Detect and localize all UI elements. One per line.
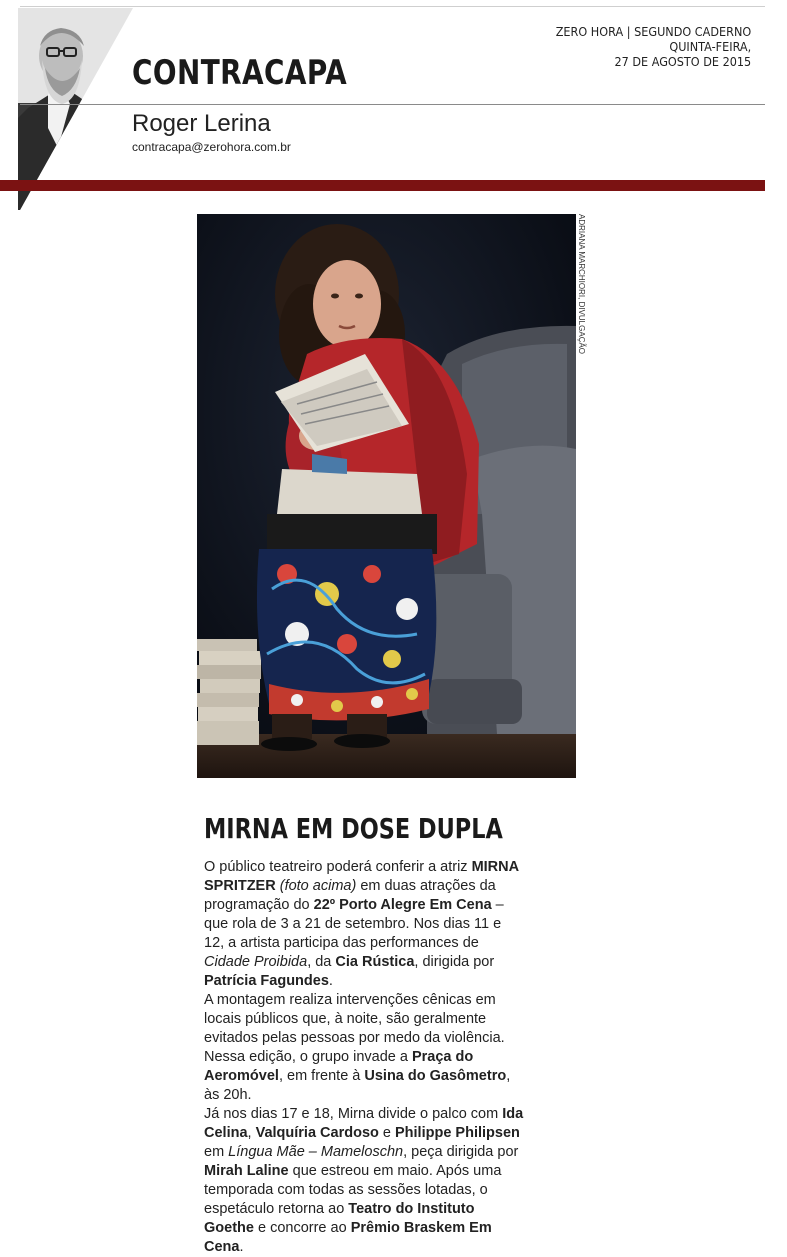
article-text: em duas atrações da programação do: [204, 878, 496, 913]
article-emphasis: Patrícia Fagundes: [204, 973, 329, 989]
article-body: [204, 858, 524, 1257]
top-rule: [20, 6, 765, 7]
masthead-date: 27 DE AGOSTO DE 2015: [614, 54, 751, 69]
article-text: ,: [247, 1125, 256, 1141]
article-emphasis: Philippe Philipsen: [395, 1125, 520, 1141]
article-text: , às 20h.: [204, 1068, 511, 1103]
article-italic: Cidade Proibida: [204, 954, 308, 970]
section-title: CONTRACAPA: [132, 53, 348, 93]
author-email[interactable]: contracapa@zerohora.com.br: [132, 140, 291, 154]
article-italic: Língua Mãe – Mameloschn: [228, 1144, 404, 1160]
article-emphasis: 22º Porto Alegre Em Cena: [313, 897, 492, 913]
article-paragraph: [204, 1105, 524, 1257]
masthead: [556, 24, 751, 69]
article-text: que estreou em maio. Após uma temporada com todas as sessões lotadas, o espetáculo retorna ao: [204, 1163, 502, 1217]
photo-credit: ADRIANA MARCHIORI, DIVULGAÇÃO: [577, 214, 586, 355]
article-text: e concorre ao: [253, 1220, 351, 1236]
article-text: , da: [307, 954, 336, 970]
article-text: .: [239, 1239, 244, 1255]
article-emphasis: Teatro do Instituto Goethe: [204, 1201, 475, 1236]
article-emphasis: Ida Celina: [204, 1106, 524, 1141]
masthead-weekday: QUINTA-FEIRA,: [669, 39, 751, 54]
article-emphasis: Prêmio Braskem Em Cena: [204, 1220, 492, 1255]
article-headline: MIRNA EM DOSE DUPLA: [204, 812, 503, 845]
accent-bar: [0, 180, 765, 191]
article-text: .: [328, 973, 333, 989]
article-text: e: [378, 1125, 395, 1141]
article-text: , em frente à: [278, 1068, 365, 1084]
article-text: , dirigida por: [414, 954, 495, 970]
article-italic: (foto acima): [279, 878, 357, 894]
article-text: A montagem realiza intervenções cênicas em locais públicos que, à noite, são geralmente evitados pelas pessoas por medo da violência. Nessa edição, o grupo invade a: [204, 992, 505, 1065]
article-emphasis: Usina do Gasômetro: [364, 1068, 507, 1084]
article-emphasis: MIRNA SPRITZER: [204, 859, 519, 894]
article-text: , peça dirigida por: [403, 1144, 519, 1160]
article-emphasis: Cia Rústica: [335, 954, 415, 970]
article-emphasis: Valquíria Cardoso: [255, 1125, 379, 1141]
article-text: O público teatreiro poderá conferir a atriz: [204, 859, 472, 875]
article-text: em: [204, 1144, 229, 1160]
article-photo: [197, 214, 576, 778]
article-paragraph: [204, 858, 524, 991]
article-text: – que rola de 3 a 21 de setembro. Nos dias 11 e 12, a artista participa das performances de: [204, 897, 504, 951]
article-paragraph: [204, 991, 524, 1105]
article-emphasis: Praça do Aeromóvel: [204, 1049, 474, 1084]
author-name: Roger Lerina: [132, 110, 271, 137]
article-emphasis: Mirah Laline: [204, 1163, 289, 1179]
article-text: Já nos dias 17 e 18, Mirna divide o palco com: [204, 1106, 503, 1122]
masthead-publication: ZERO HORA | SEGUNDO CADERNO: [555, 24, 751, 39]
header-rule: [20, 104, 765, 105]
